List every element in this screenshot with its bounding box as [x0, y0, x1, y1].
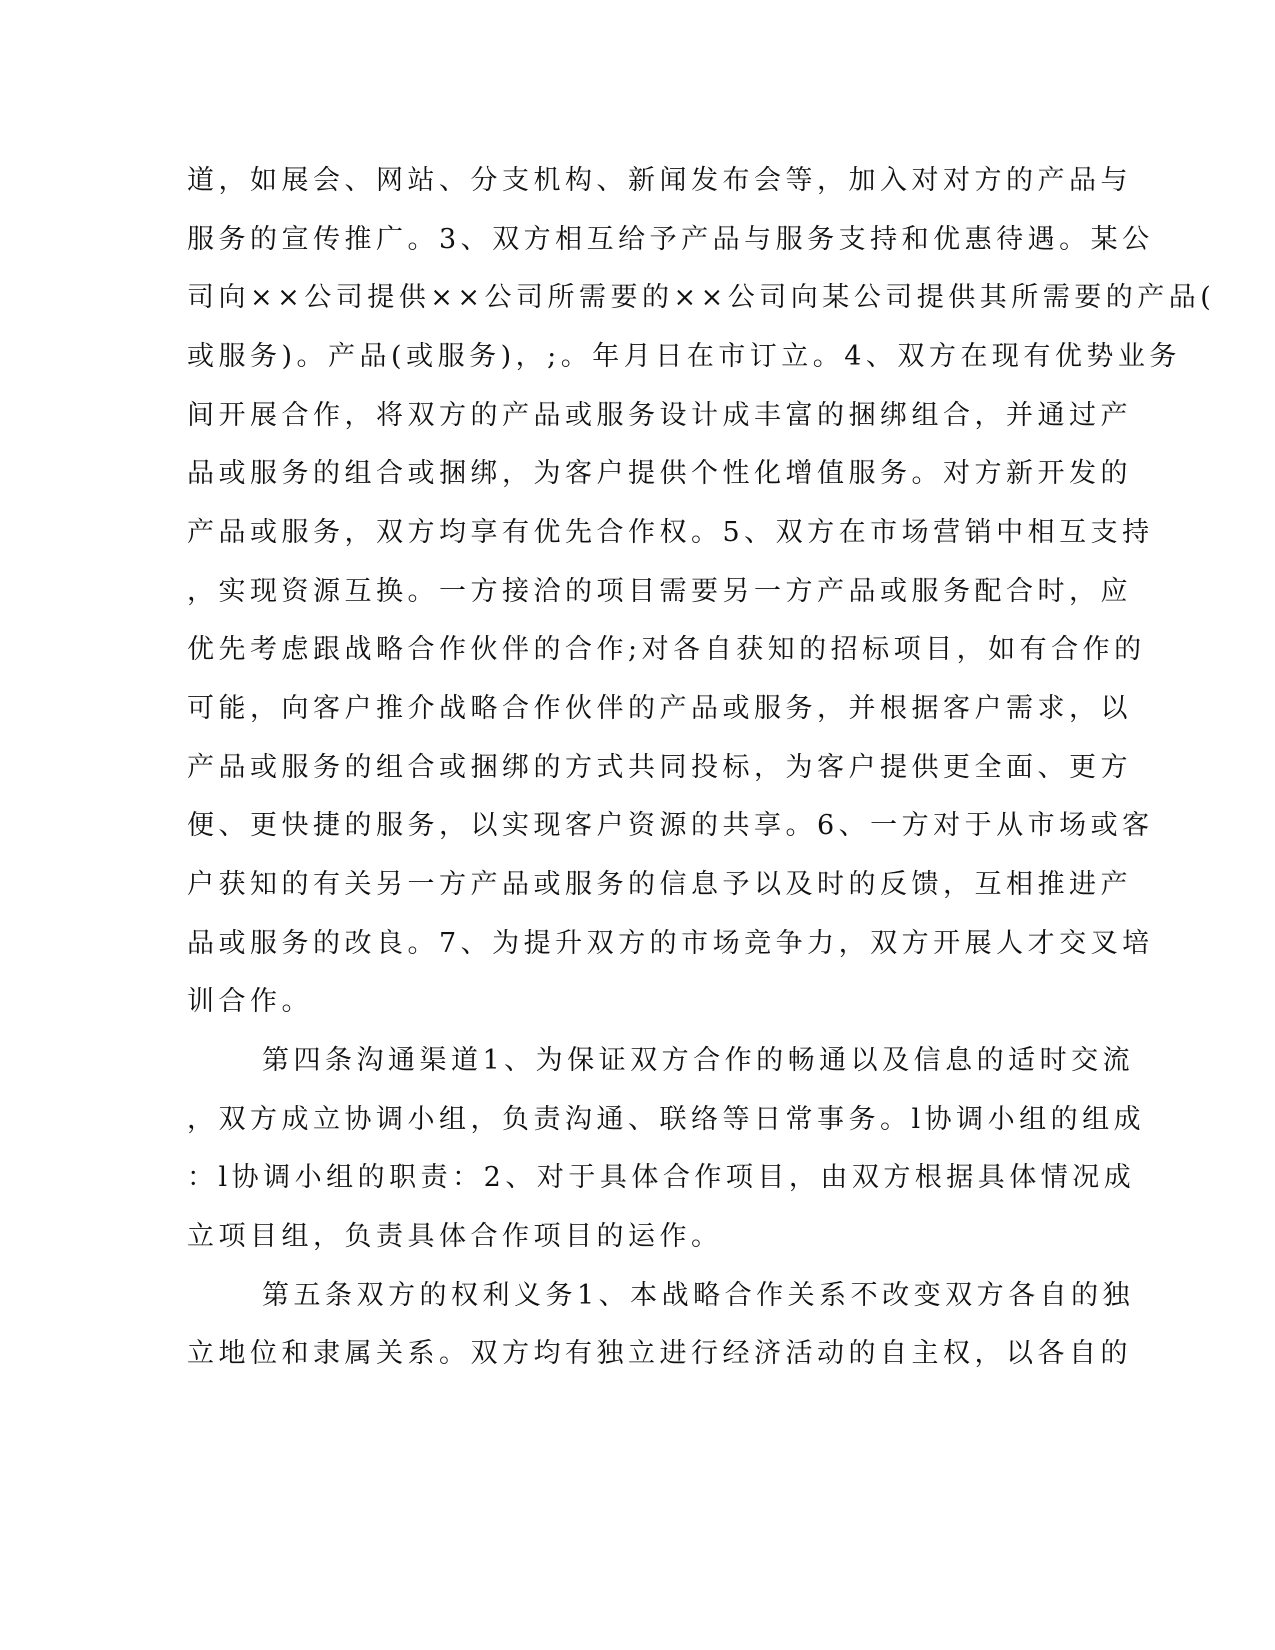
text-line: 立地位和隶属关系。双方均有独立进行经济活动的自主权，以各自的 — [187, 1338, 1132, 1369]
text-line: 便、更快捷的服务，以实现客户资源的共享。6、一方对于从市场或客 — [187, 810, 1154, 841]
paragraph-first-line: 第五条双方的权利义务1、本战略合作关系不改变双方各自的独 — [262, 1280, 1135, 1311]
text-line: 户获知的有关另一方产品或服务的信息予以及时的反馈，互相推进产 — [187, 869, 1132, 900]
text-line: ：l协调小组的职责：2、对于具体合作项目，由双方根据具体情况成 — [187, 1162, 1136, 1193]
text-line: 司向××公司提供××公司所需要的××公司向某公司提供其所需要的产品( — [187, 282, 1216, 313]
text-line: 产品或服务，双方均享有优先合作权。5、双方在市场营销中相互支持 — [187, 517, 1154, 548]
text-line: 立项目组，负责具体合作项目的运作。 — [187, 1221, 723, 1252]
text-line: 可能，向客户推介战略合作伙伴的产品或服务，并根据客户需求，以 — [187, 693, 1132, 724]
text-line: 道，如展会、网站、分支机构、新闻发布会等，加入对对方的产品与 — [187, 165, 1132, 196]
text-line: 服务的宣传推广。3、双方相互给予产品与服务支持和优惠待遇。某公 — [187, 224, 1154, 255]
text-line: 训合作。 — [187, 986, 313, 1017]
text-line: 或服务)。产品(或服务)，;。年月日在市订立。4、双方在现有优势业务 — [187, 341, 1181, 372]
paragraph-first-line: 第四条沟通渠道1、为保证双方合作的畅通以及信息的适时交流 — [262, 1045, 1135, 1076]
text-line: 品或服务的组合或捆绑，为客户提供个性化增值服务。对方新开发的 — [187, 458, 1132, 489]
text-line: 优先考虑跟战略合作伙伴的合作;对各自获知的招标项目，如有合作的 — [187, 634, 1146, 665]
text-line: 产品或服务的组合或捆绑的方式共同投标，为客户提供更全面、更方 — [187, 752, 1132, 783]
text-line: ，实现资源互换。一方接洽的项目需要另一方产品或服务配合时，应 — [187, 576, 1132, 607]
text-line: 间开展合作，将双方的产品或服务设计成丰富的捆绑组合，并通过产 — [187, 400, 1132, 431]
text-line: 品或服务的改良。7、为提升双方的市场竞争力，双方开展人才交叉培 — [187, 928, 1154, 959]
text-line: ，双方成立协调小组，负责沟通、联络等日常事务。l协调小组的组成 — [187, 1104, 1146, 1135]
